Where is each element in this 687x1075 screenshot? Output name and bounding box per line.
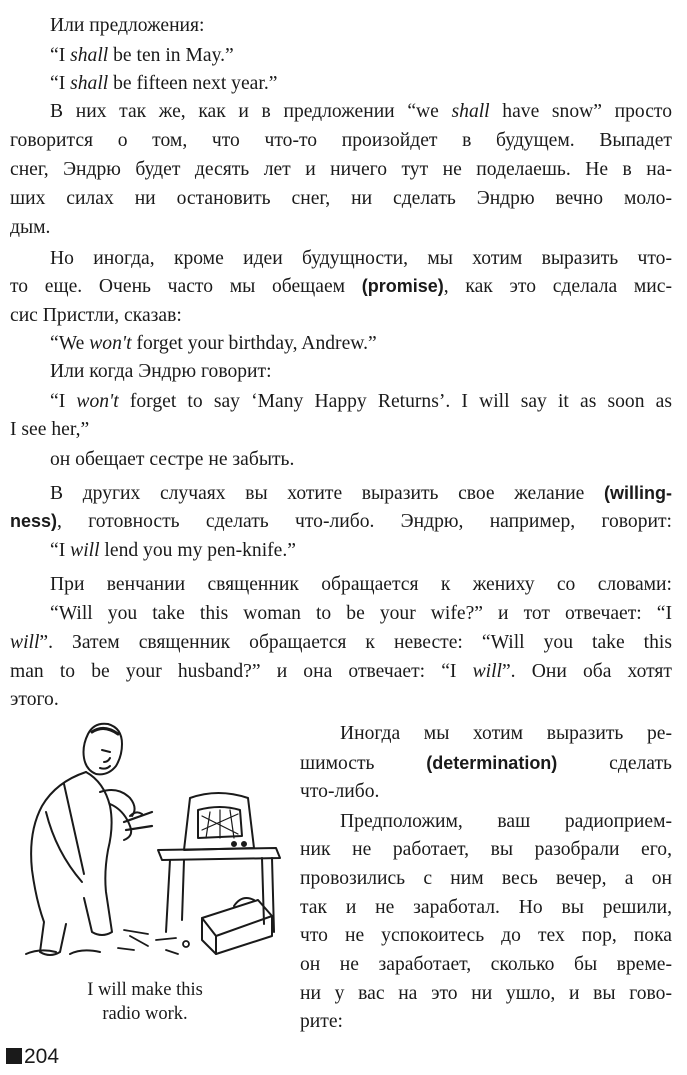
text-line: снег, Эндрю будет десять лет и ничего тут не поделаешь. Не в на- [10, 159, 672, 180]
text-line: то еще. Очень часто мы обещаем (promise), как это сделала мис- [10, 276, 672, 297]
text-line: рите: [300, 1011, 343, 1032]
text-line: что не успокоитесь до тех пор, пока [300, 925, 672, 946]
text-line: “Will you take this woman to be your wife?” и тот отвечает: “I [50, 603, 672, 624]
text-line: что-либо. [300, 781, 380, 802]
text-line: ness), готовность сделать что-либо. Эндрю, например, говорит: [10, 511, 672, 532]
example-line: “We won't forget your birthday, Andrew.” [50, 333, 377, 354]
illustration-caption-line: radio work. [102, 1004, 188, 1024]
text-line: так и не заработал. Но вы решили, [300, 897, 672, 918]
example-line: “I won't forget to say ‘Many Happy Returns’. I will say it as soon as [50, 391, 673, 412]
text-line: ших силах ни остановить снег, ни сделать Эндрю вечно моло- [10, 188, 672, 209]
text-line: этого. [10, 689, 59, 710]
text-line: шимость (determination) сделать [300, 753, 672, 774]
example-line: I see her,” [10, 419, 90, 440]
page-number: 204 [6, 1044, 59, 1070]
text-line: В них так же, как и в предложении “we shall have snow” просто [50, 101, 672, 122]
man-repairing-radio-illustration [6, 712, 286, 970]
text-line: ни у вас на это ни ушло, и вы гово- [300, 983, 672, 1004]
man-figure [26, 724, 152, 955]
text-line: он не заработает, сколько бы време- [300, 954, 672, 975]
text-line: Иногда мы хотим выразить ре- [340, 723, 672, 744]
text-line: Или когда Эндрю говорит: [50, 361, 272, 382]
text-line: При венчании священник обращается к жениху со словами: [50, 574, 672, 595]
example-line: “I shall be fifteen next year.” [50, 73, 278, 94]
text-line: man to be your husband?” и она отвечает: “I will”. Они оба хотят [10, 661, 672, 682]
toolbox [202, 898, 272, 954]
text-line: он обещает сестре не забыть. [50, 449, 295, 470]
example-line: “I shall be ten in May.” [50, 45, 234, 66]
text-line: Предположим, ваш радиоприем- [340, 811, 672, 832]
illustration-caption-line: I will make this [87, 980, 203, 1000]
text-line: Или предложения: [50, 15, 205, 36]
text-line: will”. Затем священник обращается к невесте: “Will you take this [10, 632, 672, 653]
text-line: ник не работает, вы разобрали его, [300, 839, 672, 860]
text-line: сис Пристли, сказав: [10, 305, 182, 326]
text-line: говорится о том, что что-то произойдет в будущем. Выпадет [10, 130, 672, 151]
text-line: провозились с ним весь вечер, а он [300, 868, 672, 889]
square-bullet-icon [6, 1048, 22, 1064]
scattered-parts [118, 930, 189, 954]
text-line: Но иногда, кроме идеи будущности, мы хотим выразить что- [50, 248, 672, 269]
radio [184, 793, 254, 850]
example-line: “I will lend you my pen-knife.” [50, 540, 296, 561]
text-line: В других случаях вы хотите выразить свое желание (willing- [50, 483, 672, 504]
text-line: дым. [10, 217, 51, 238]
